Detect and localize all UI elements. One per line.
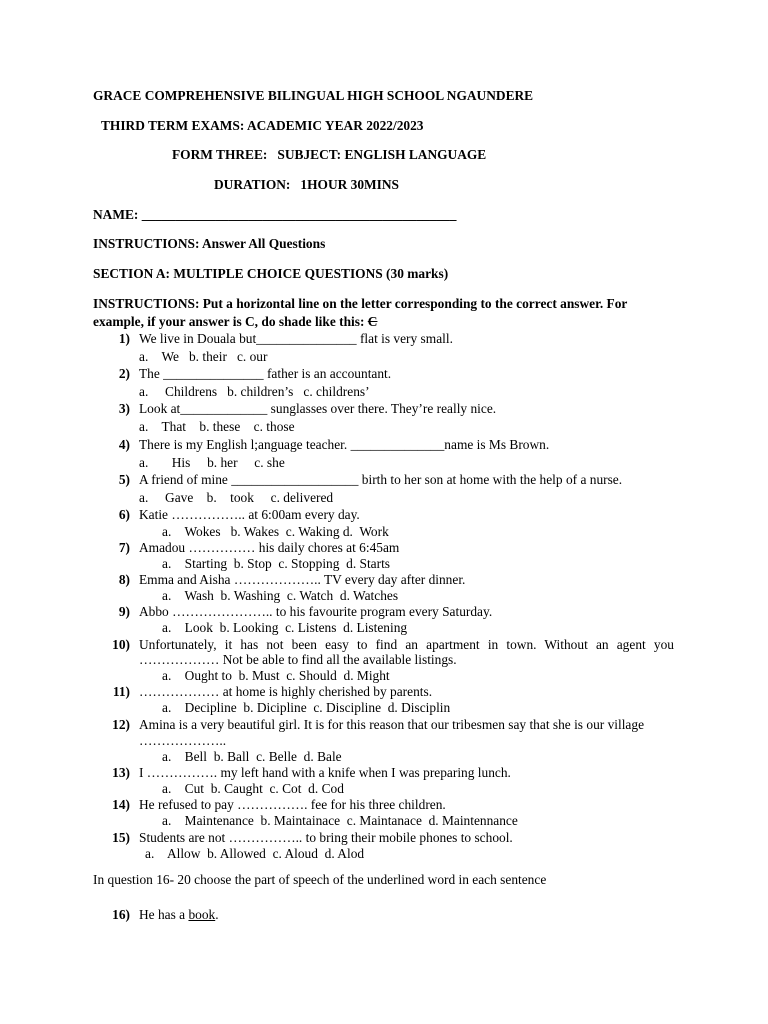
answer-options: a. Ought to b. Must c. Should d. Might bbox=[162, 668, 390, 683]
answer-options: a. Cut b. Caught c. Cot d. Cod bbox=[162, 781, 344, 796]
question-text: A friend of mine ___________________ birth to her son at home with the help of a nurse. bbox=[139, 472, 623, 487]
question-16-text bbox=[139, 907, 219, 923]
question-number: 12) bbox=[112, 717, 130, 732]
question-text: ……………… at home is highly cherished by parents. bbox=[139, 684, 433, 699]
answer-options: a. Allow b. Allowed c. Aloud d. Alod bbox=[145, 846, 365, 861]
question-text: He refused to pay ……………. fee for his three children. bbox=[139, 797, 446, 812]
question-text: Emma and Aisha ……………….. TV every day after dinner. bbox=[139, 572, 466, 587]
question-text: Abbo ………………….. to his favourite program every Saturday. bbox=[139, 604, 493, 619]
question-text: Unfortunately, it has not been easy to find an apartment in town. Without an agent you bbox=[139, 637, 674, 652]
question-number: 16) bbox=[112, 907, 130, 922]
answer-options: a. We b. their c. our bbox=[139, 349, 268, 364]
question-number: 6) bbox=[118, 507, 130, 522]
answer-options: a. Look b. Looking c. Listens d. Listening bbox=[162, 620, 408, 635]
section-b-instructions: In question 16- 20 choose the part of speech of the underlined word in each sentence bbox=[93, 872, 547, 887]
duration: DURATION: 1HOUR 30MINS bbox=[214, 177, 399, 192]
question-text: There is my English l;anguage teacher. ______________name is Ms Brown. bbox=[139, 437, 550, 452]
question-text: We live in Douala but_______________ flat is very small. bbox=[139, 331, 453, 346]
section-a-title: SECTION A: MULTIPLE CHOICE QUESTIONS (30 marks) bbox=[93, 266, 449, 281]
answer-options: a. Maintenance b. Maintainace c. Maintanace d. Maintennance bbox=[162, 813, 518, 828]
question-text: Look at_____________ sunglasses over there. They’re really nice. bbox=[139, 401, 497, 416]
exam-title: THIRD TERM EXAMS: ACADEMIC YEAR 2022/2023 bbox=[101, 118, 424, 133]
answer-options: a. Decipline b. Dicipline c. Discipline d. Disciplin bbox=[162, 700, 451, 715]
question-number: 7) bbox=[118, 540, 130, 555]
general-instructions: INSTRUCTIONS: Answer All Questions bbox=[93, 236, 326, 251]
answer-options: a. Gave b. took c. delivered bbox=[139, 490, 334, 505]
form-subject: FORM THREE: SUBJECT: ENGLISH LANGUAGE bbox=[172, 147, 487, 162]
q16-pre: He has a bbox=[139, 907, 189, 922]
question-number: 14) bbox=[112, 797, 130, 812]
instructions-text: example, if your answer is C, do shade like this: bbox=[93, 314, 368, 329]
answer-options: a. Wash b. Washing c. Watch d. Watches bbox=[162, 588, 399, 603]
question-number: 9) bbox=[118, 604, 130, 619]
question-number: 8) bbox=[118, 572, 130, 587]
name-line: NAME: _______________________________________________ bbox=[93, 207, 457, 222]
school-name: GRACE COMPREHENSIVE BILINGUAL HIGH SCHOOL NGAUNDERE bbox=[93, 88, 534, 103]
section-a-instructions-line2 bbox=[93, 314, 377, 330]
question-number: 5) bbox=[118, 472, 130, 487]
question-number: 10) bbox=[112, 637, 130, 652]
underlined-word: book bbox=[188, 907, 216, 922]
question-text: Students are not …………….. to bring their mobile phones to school. bbox=[139, 830, 513, 845]
question-text: Amadou …………… his daily chores at 6:45am bbox=[139, 540, 400, 555]
question-number: 2) bbox=[118, 366, 130, 381]
question-number: 3) bbox=[118, 401, 130, 416]
question-text-continued: ……………… Not be able to find all the available listings. bbox=[139, 652, 457, 667]
answer-options: a. His b. her c. she bbox=[139, 455, 285, 470]
question-text: Amina is a very beautiful girl. It is for this reason that our tribesmen say that she is our village bbox=[139, 717, 645, 732]
section-a-instructions-line1: INSTRUCTIONS: Put a horizontal line on the letter corresponding to the correct answer. For bbox=[93, 296, 628, 311]
question-text: The _______________ father is an accountant. bbox=[139, 366, 392, 381]
answer-options: a. That b. these c. those bbox=[139, 419, 295, 434]
question-number: 4) bbox=[118, 437, 130, 452]
example-answer: C bbox=[367, 314, 378, 329]
answer-options: a. Childrens b. children’s c. childrens’ bbox=[139, 384, 370, 399]
question-number: 13) bbox=[112, 765, 130, 780]
answer-options: a. Bell b. Ball c. Belle d. Bale bbox=[162, 749, 342, 764]
q16-post: . bbox=[215, 907, 219, 922]
question-number: 15) bbox=[112, 830, 130, 845]
question-number: 1) bbox=[118, 331, 130, 346]
question-text-continued: ……………….. bbox=[139, 733, 227, 748]
question-text: I ……………. my left hand with a knife when I was preparing lunch. bbox=[139, 765, 511, 780]
answer-options: a. Starting b. Stop c. Stopping d. Starts bbox=[162, 556, 391, 571]
answer-options: a. Wokes b. Wakes c. Waking d. Work bbox=[162, 524, 389, 539]
question-text: Katie …………….. at 6:00am every day. bbox=[139, 507, 360, 522]
question-number: 11) bbox=[112, 684, 130, 699]
